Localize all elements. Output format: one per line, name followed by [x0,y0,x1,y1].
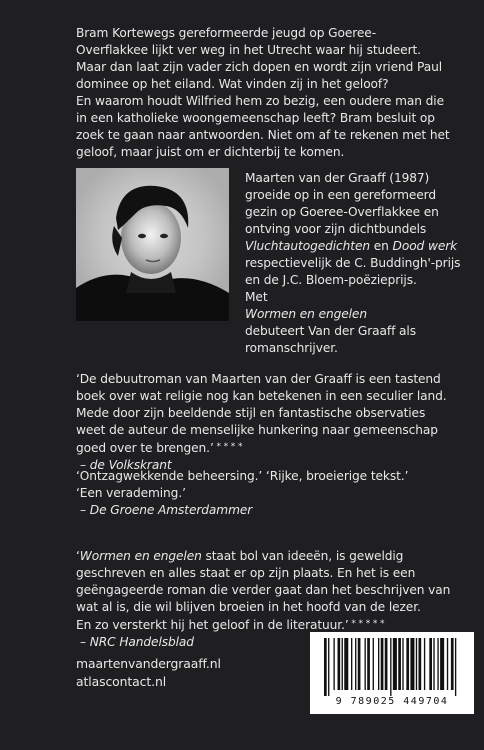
barcode-bar [367,638,370,690]
barcode-bar [338,638,341,690]
quote-mark: ‘ [76,549,80,563]
review-line: Mede door zijn beeldende stijl en fantastische observaties [76,406,426,420]
source-dash: – [80,458,90,472]
barcode-bar [365,638,366,690]
review-line: geschreven en alles staat er op zijn plaats. En het is een [76,566,416,580]
barcode-bar [390,638,391,696]
source-name: De Groene Amsterdammer [89,503,253,517]
review-volkskrant [76,371,476,474]
barcode-bar [393,638,397,690]
barcode-bar [358,638,361,690]
barcode-bar [328,638,329,696]
blurb-line: Bram Kortewegs gereformeerde jeugd op Goeree- [76,26,376,40]
source-name: de Volkskrant [89,458,172,472]
bio-line [245,238,475,255]
barcode-bar [424,638,425,690]
review-line [76,439,476,457]
review-line: ‘Een verademing.’ [76,486,186,500]
book-title: Wormen en engelen [245,307,367,321]
publisher-website-link[interactable]: atlascontact.nl [76,674,167,689]
review-line: weet de auteur de menselijke hunkering naar gemeenschap [76,423,438,437]
barcode-bar [378,638,379,690]
review-line: ‘De debuutroman van Maarten van der Graaff is een tastend [76,372,441,386]
author-bio [245,170,475,357]
bio-line: gezin op Goeree-Overflakkee en [245,205,439,219]
bio-line: Maarten van der Graaff (1987) [245,171,430,185]
bio-line: debuteert Van der Graaff als [245,324,416,338]
review-line: wat al is, die wil blijven broeien in het hoofd van de lezer. [76,600,421,614]
blurb-line: Maar dan laat zijn vader zich dopen en wordt zijn vriend Paul [76,60,442,74]
barcode-bar [373,638,374,690]
isbn-barcode [310,632,474,714]
barcode-bar [355,638,356,690]
review-line: ‘Ontzagwekkende beheersing.’ ‘Rijke, broeierige tekst.’ [76,469,409,483]
isbn-number: 9 789025 449704 [335,696,449,707]
review-text: staat bol van ideeën, is geweldig [201,549,404,563]
star-rating: * * * * * [348,619,385,629]
source-name: NRC Handelsblad [89,635,194,649]
barcode-bar [333,638,334,690]
blurb-line: Overflakkee lijkt ver weg in het Utrecht waar hij studeert. [76,43,421,57]
source-dash: – [80,503,90,517]
barcode-bar [398,638,401,690]
barcode-bar [451,638,454,690]
barcode-bar [324,638,327,696]
blurb-line: dominee op het eiland. Wat vinden zij in het geloof? [76,77,389,91]
bio-line [245,306,475,323]
bio-line: groeide op in een gereformeerd [245,188,436,202]
source-dash: – [80,635,90,649]
barcode-bar [381,638,384,690]
review-text: goed over te brengen.’ [76,441,214,455]
barcode-bar [429,638,432,690]
review-text: En zo versterkt hij het geloof in de literatuur.’ [76,618,349,632]
barcode-bar [351,638,352,690]
review-source [76,502,476,519]
review-groene [76,468,476,519]
book-title: Wormen en engelen [79,549,202,563]
barcode-bar [344,638,348,690]
barcode-bar [342,638,343,690]
barcode-bar [410,638,414,690]
barcode-bar [406,638,409,690]
review-line: geëngageerde roman die verder gaat dan het beschrijven van [76,583,451,597]
barcode-bars [310,632,474,696]
review-line [76,548,476,565]
blurb [76,25,476,161]
bio-line: en de J.C. Bloem-poëzieprijs. [245,273,417,287]
bio-line: ontving voor zijn dichtbundels [245,222,427,236]
barcode-bar [402,638,403,690]
bio-and: en [369,239,393,253]
review-line: boek over wat religie nog kan betekenen in een seculier land. [76,389,447,403]
barcode-bar [447,638,448,690]
website-links [76,655,221,691]
book-title: Vluchtautogedichten [245,239,370,253]
blurb-line: En waarom houdt Wilfried hem zo bezig, een oudere man die [76,94,444,108]
blurb-line: zoek te gaan naar antwoorden. Niet om af te rekenen met het [76,128,450,142]
barcode-bar [433,638,434,690]
barcode-bar [455,638,456,696]
blurb-line: in een katholieke woongemeenschap leeft? Bram besluit op [76,111,435,125]
barcode-bar [385,638,388,690]
bio-line: Met [245,290,268,304]
barcode-bar [440,638,444,690]
bio-line: respectievelijk de C. Buddingh'-prijs [245,256,461,270]
author-website-link[interactable]: maartenvandergraaff.nl [76,656,221,671]
star-rating: * * * * [213,442,243,452]
barcode-bar [416,638,417,690]
barcode-bar [419,638,422,690]
barcode-bar [437,638,438,690]
author-photo [76,168,229,321]
book-title: Dood werk [392,239,458,253]
blurb-line: geloof, maar juist om er dichterbij te komen. [76,145,345,159]
bio-line: romanschrijver. [245,341,338,355]
